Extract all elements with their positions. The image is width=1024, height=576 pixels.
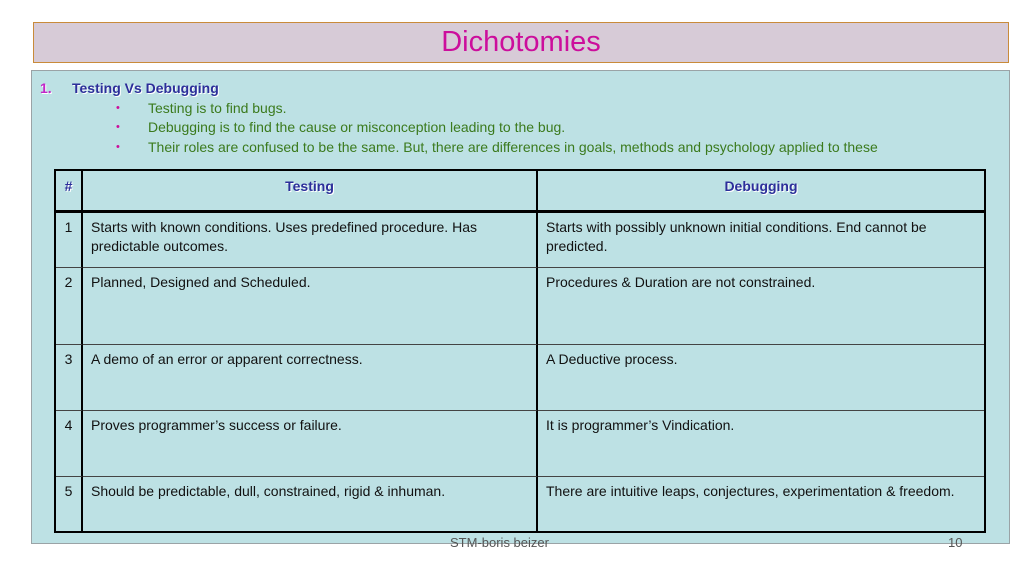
- table-header-debugging: Debugging: [538, 171, 984, 213]
- comparison-table: [54, 169, 986, 533]
- section-number: 1.: [40, 80, 52, 96]
- table-cell-debugging: It is programmer’s Vindication.: [538, 411, 984, 477]
- bullet-list: [116, 98, 878, 157]
- slide-title: Dichotomies: [441, 26, 601, 58]
- table-cell-testing: Starts with known conditions. Uses predefined procedure. Has predictable outcomes.: [83, 213, 538, 268]
- table-cell-debugging: There are intuitive leaps, conjectures, experimentation & freedom.: [538, 477, 984, 531]
- table-row-number: 3: [56, 345, 83, 411]
- table-cell-testing: Planned, Designed and Scheduled.: [83, 268, 538, 345]
- bullet-text: Their roles are confused to be the same. But, there are differences in goals, methods and psychology applied to these: [148, 138, 878, 155]
- table-cell-debugging: Starts with possibly unknown initial conditions. End cannot be predicted.: [538, 213, 984, 268]
- footer-author: STM-boris beizer: [450, 535, 549, 550]
- table-cell-testing: A demo of an error or apparent correctness.: [83, 345, 538, 411]
- bullet-icon: •: [116, 101, 120, 114]
- bullet-text: Debugging is to find the cause or misconception leading to the bug.: [148, 119, 566, 136]
- table-cell-debugging: Procedures & Duration are not constrained.: [538, 268, 984, 345]
- bullet-icon: •: [116, 121, 120, 134]
- footer-page-number: 10: [948, 535, 963, 550]
- title-bar: [33, 22, 1009, 63]
- table-row-number: 2: [56, 268, 83, 345]
- table-header-testing: Testing: [83, 171, 538, 213]
- list-item: [116, 98, 878, 118]
- table-cell-testing: Proves programmer’s success or failure.: [83, 411, 538, 477]
- table-row-number: 5: [56, 477, 83, 531]
- section-heading: [40, 80, 219, 96]
- table-row-number: 1: [56, 213, 83, 268]
- section-title: Testing Vs Debugging: [72, 80, 219, 96]
- table-header-number: #: [56, 171, 83, 213]
- table-cell-testing: Should be predictable, dull, constrained, rigid & inhuman.: [83, 477, 538, 531]
- bullet-icon: •: [116, 140, 120, 153]
- table-row-number: 4: [56, 411, 83, 477]
- list-item: [116, 118, 878, 138]
- bullet-text: Testing is to find bugs.: [148, 99, 287, 116]
- table-cell-debugging: A Deductive process.: [538, 345, 984, 411]
- list-item: [116, 137, 878, 157]
